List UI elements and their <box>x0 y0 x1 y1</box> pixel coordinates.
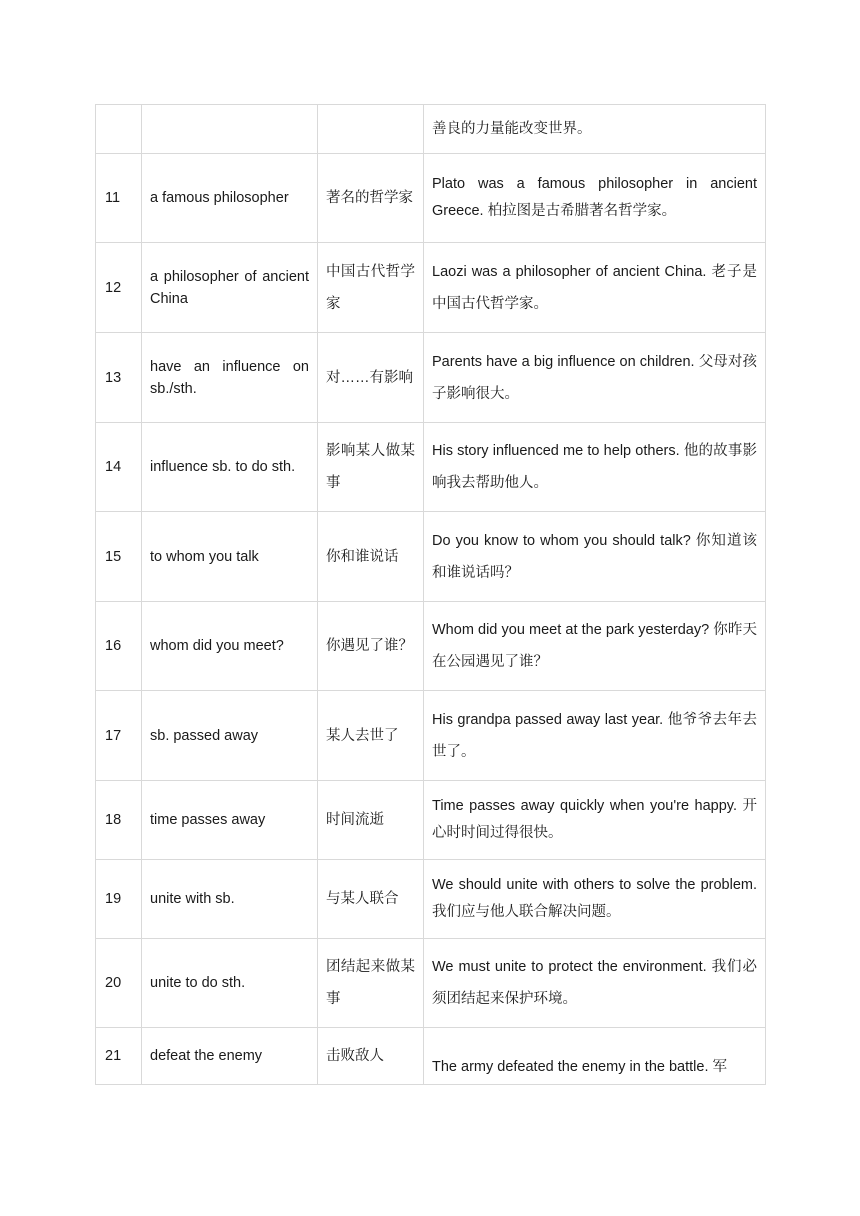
row-number: 15 <box>96 512 142 602</box>
meaning-cell: 时间流逝 <box>318 781 424 860</box>
meaning-cell: 击败敌人 <box>318 1028 424 1085</box>
example-cell: We must unite to protect the environment. 我们必须团结起来保护环境。 <box>424 939 766 1028</box>
table-row <box>96 154 766 243</box>
vocabulary-table <box>95 104 766 1085</box>
meaning-cell <box>318 105 424 154</box>
example-cell: His story influenced me to help others. 他的故事影响我去帮助他人。 <box>424 423 766 512</box>
table-row <box>96 512 766 602</box>
table-row <box>96 602 766 691</box>
example-cell: Parents have a big influence on children. 父母对孩子影响很大。 <box>424 333 766 423</box>
table-row <box>96 423 766 512</box>
table-row <box>96 860 766 939</box>
row-number: 14 <box>96 423 142 512</box>
phrase-cell: sb. passed away <box>142 691 318 781</box>
phrase-cell: unite with sb. <box>142 860 318 939</box>
table-row <box>96 243 766 333</box>
row-number: 12 <box>96 243 142 333</box>
meaning-cell: 对……有影响 <box>318 333 424 423</box>
phrase-cell: defeat the enemy <box>142 1028 318 1085</box>
example-cell: The army defeated the enemy in the battle. 军 <box>424 1028 766 1085</box>
example-cell: We should unite with others to solve the problem. 我们应与他人联合解决问题。 <box>424 860 766 939</box>
table-row <box>96 781 766 860</box>
example-cell: Plato was a famous philosopher in ancient Greece. 柏拉图是古希腊著名哲学家。 <box>424 154 766 243</box>
phrase-cell <box>142 105 318 154</box>
example-cell: Do you know to whom you should talk? 你知道该和谁说话吗？ <box>424 512 766 602</box>
phrase-cell: a philosopher of ancient China <box>142 243 318 333</box>
example-cell: Whom did you meet at the park yesterday? 你昨天在公园遇见了谁？ <box>424 602 766 691</box>
phrase-cell: have an influence on sb./sth. <box>142 333 318 423</box>
row-number: 11 <box>96 154 142 243</box>
meaning-cell: 著名的哲学家 <box>318 154 424 243</box>
meaning-cell: 某人去世了 <box>318 691 424 781</box>
example-cell: 善良的力量能改变世界。 <box>424 105 766 154</box>
table-row <box>96 939 766 1028</box>
table-row <box>96 691 766 781</box>
row-number: 17 <box>96 691 142 781</box>
table-row <box>96 333 766 423</box>
phrase-cell: unite to do sth. <box>142 939 318 1028</box>
meaning-cell: 中国古代哲学家 <box>318 243 424 333</box>
row-number: 19 <box>96 860 142 939</box>
phrase-cell: influence sb. to do sth. <box>142 423 318 512</box>
row-number: 21 <box>96 1028 142 1085</box>
meaning-cell: 你遇见了谁？ <box>318 602 424 691</box>
phrase-cell: time passes away <box>142 781 318 860</box>
row-number <box>96 105 142 154</box>
meaning-cell: 与某人联合 <box>318 860 424 939</box>
row-number: 16 <box>96 602 142 691</box>
example-cell: Time passes away quickly when you're happy. 开心时时间过得很快。 <box>424 781 766 860</box>
example-cell: His grandpa passed away last year. 他爷爷去年去世了。 <box>424 691 766 781</box>
meaning-cell: 团结起来做某事 <box>318 939 424 1028</box>
row-number: 13 <box>96 333 142 423</box>
phrase-cell: a famous philosopher <box>142 154 318 243</box>
table-row <box>96 105 766 154</box>
row-number: 20 <box>96 939 142 1028</box>
table-row <box>96 1028 766 1085</box>
phrase-cell: whom did you meet? <box>142 602 318 691</box>
meaning-cell: 你和谁说话 <box>318 512 424 602</box>
phrase-cell: to whom you talk <box>142 512 318 602</box>
row-number: 18 <box>96 781 142 860</box>
example-cell: Laozi was a philosopher of ancient China. 老子是中国古代哲学家。 <box>424 243 766 333</box>
meaning-cell: 影响某人做某事 <box>318 423 424 512</box>
